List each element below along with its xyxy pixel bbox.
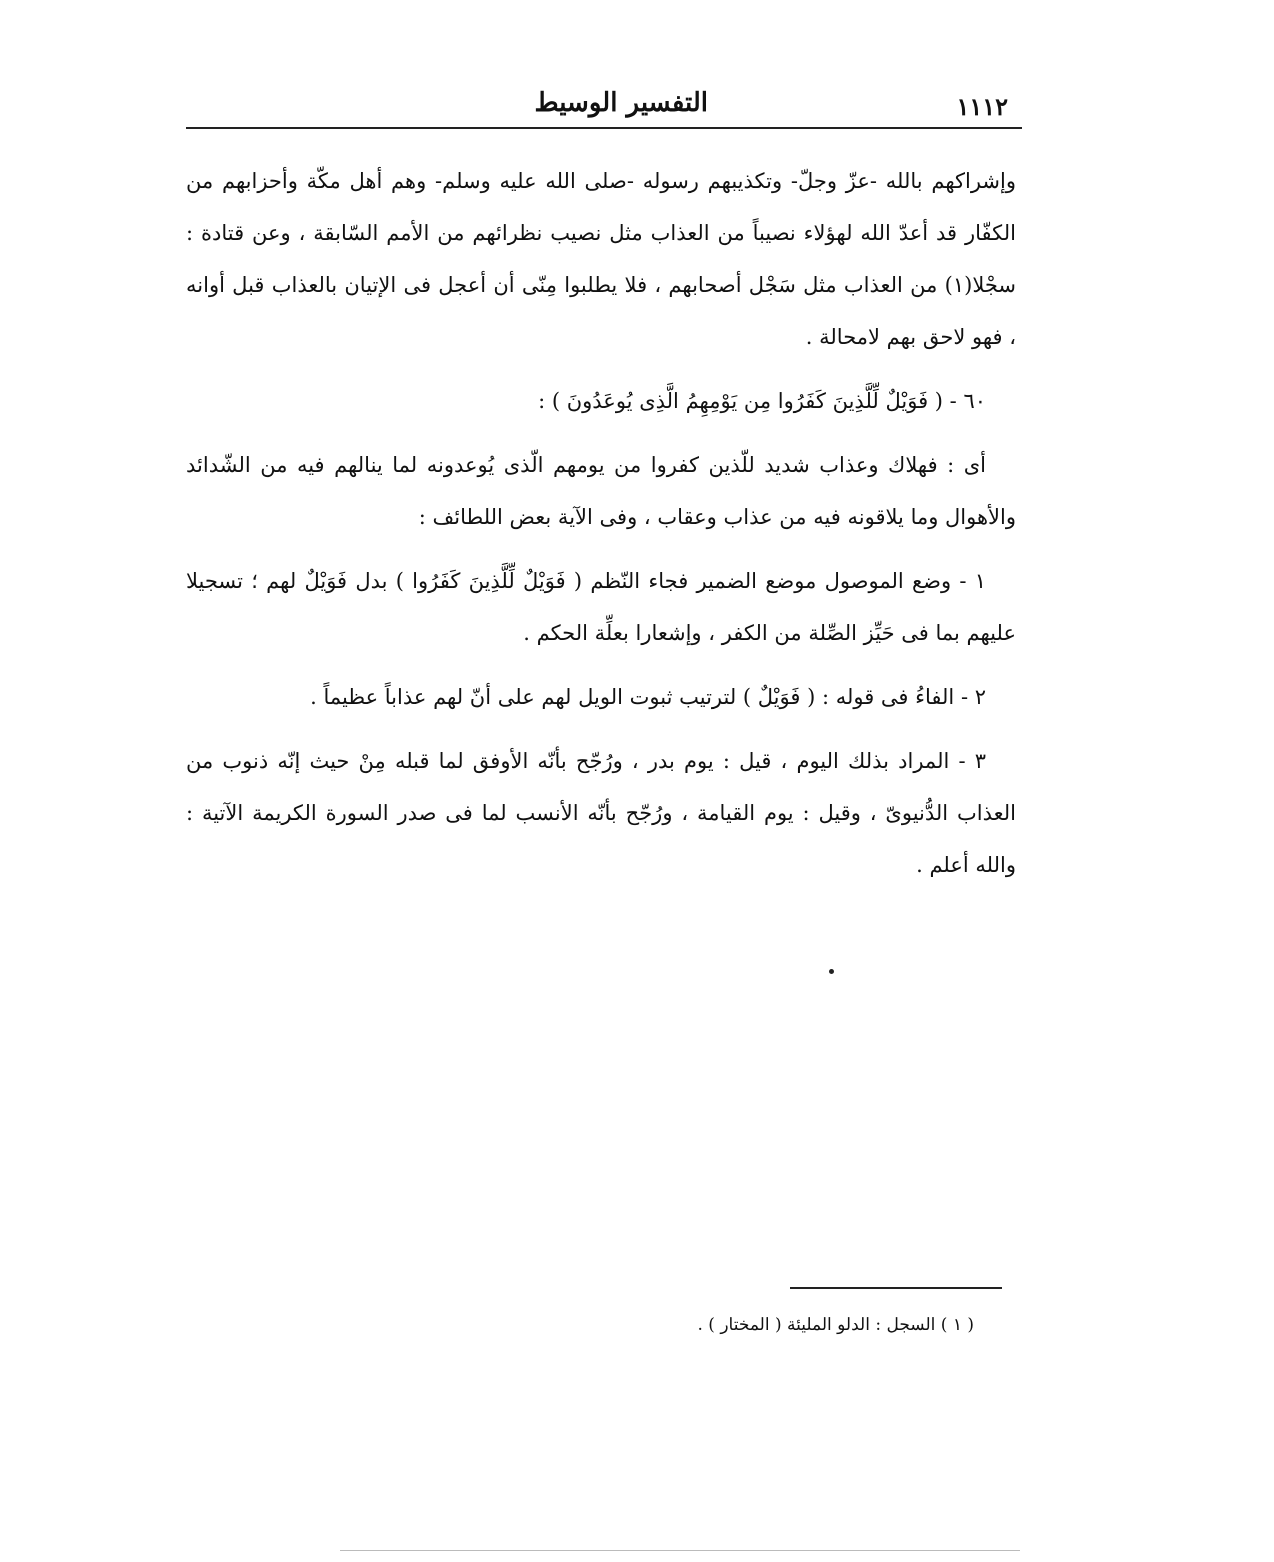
page-header: [186, 82, 1018, 126]
verse-60: ٦٠ - ( فَوَيْلٌ لِّلَّذِينَ كَفَرُوا مِن يَوْمِهِمُ الَّذِى يُوعَدُونَ ) :: [538, 389, 986, 413]
page-number: ١١١٢: [956, 92, 1008, 121]
running-title: التفسير الوسيط: [534, 88, 708, 118]
point-1: ١ - وضع الموصول موضع الضمير فجاء النّظم ( فَوَيْلٌ لِّلَّذِينَ كَفَرُوا ) بدل فَوَيْلٌ لهم ؛ تسجيلا عليهم بما فى حَيِّز الصِّلة من الكفر ، وإشعارا بعلِّة الحكم .: [186, 569, 1016, 645]
bottom-rule: [340, 1550, 1020, 1551]
dot-mark: [829, 969, 834, 974]
point-2: ٢ - الفاءُ فى قوله : ( فَوَيْلٌ ) لترتيب ثبوت الويل لهم على أنّ لهم عذاباً عظيماً .: [310, 685, 986, 709]
body-text: [186, 155, 1016, 891]
paragraph-explanation: أى : فهلاك وعذاب شديد للّذين كفروا من يومهم الّذى يُوعدونه لما ينالهم فيه من الشّدائد والأهوال وما يلاقونه فيه من عذاب وعقاب ، وفى الآية بعض اللطائف :: [186, 453, 1016, 529]
footnote: ( ١ ) السجل : الدلو المليئة ( المختار ) .: [697, 1315, 974, 1335]
paragraph-continuation: وإشراكهم بالله -عزّ وجلّ- وتكذيبهم رسوله -صلى الله عليه وسلم- وهم أهل مكّة وأحزابهم من الكفّار قد أعدّ الله لهؤلاء نصيباً من العذاب مثل نصيب نظرائهم من الأمم السّابقة ، وعن قتادة : سجْلا(١) من العذاب مثل سَجْل أصحابهم ، فلا يطلبوا مِنّى أن أعجل فى الإتيان بالعذاب قبل أوانه ، فهو لاحق بهم لامحالة .: [186, 169, 1016, 349]
header-rule: [186, 127, 1022, 129]
footnote-rule: [790, 1287, 1002, 1289]
point-3: ٣ - المراد بذلك اليوم ، قيل : يوم بدر ، ورُجّح بأنّه الأوفق لما قبله مِنْ حيث إنّه ذنوب من العذاب الدُّنيوىّ ، وقيل : يوم القيامة ، ورُجّح بأنّه الأنسب لما فى صدر السورة الكريمة الآتية : والله أعلم .: [186, 749, 1016, 877]
